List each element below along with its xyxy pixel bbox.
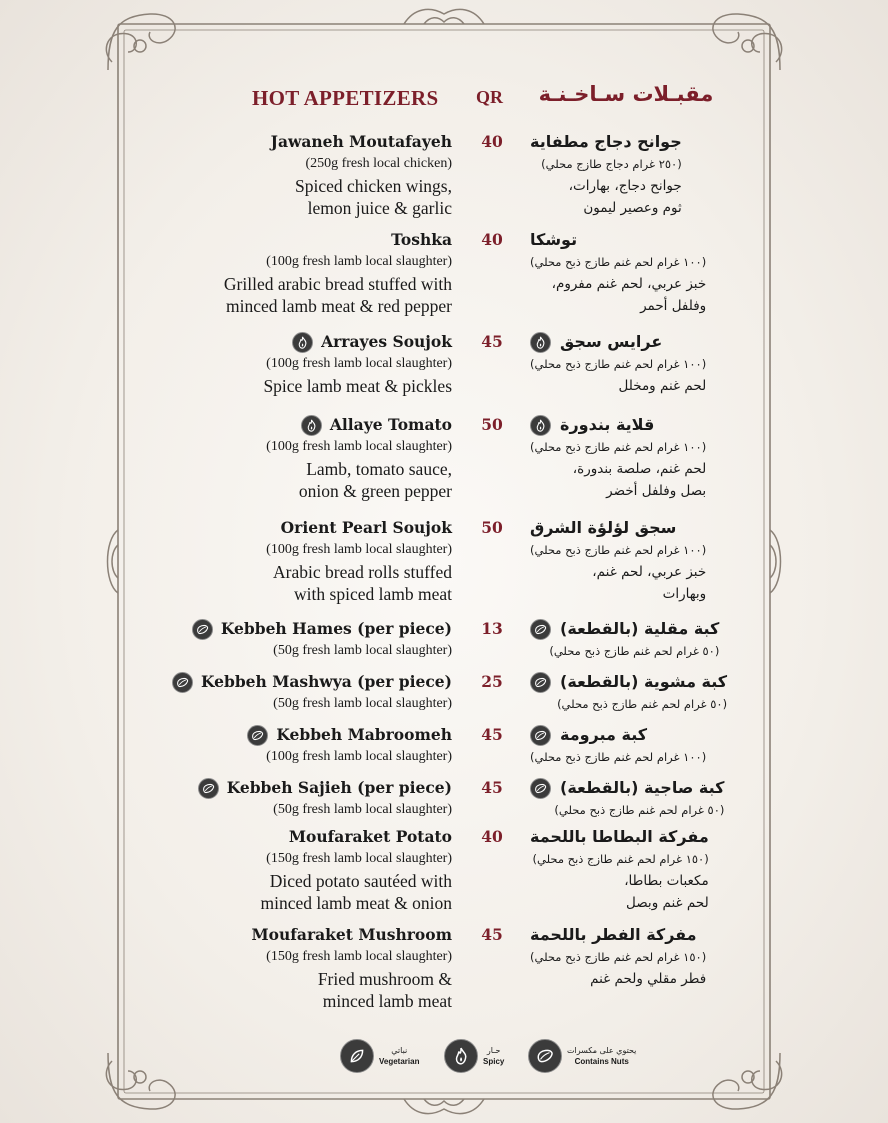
nuts-icon bbox=[172, 672, 193, 693]
item-portion-en: (100g fresh lamb local slaughter) bbox=[266, 542, 452, 557]
item-name-ar-text: كبة مقلية (بالقطعة) bbox=[560, 619, 720, 638]
item-portion-en: (50g fresh lamb local slaughter) bbox=[273, 643, 452, 658]
item-name-en bbox=[266, 414, 452, 436]
legend-entry bbox=[444, 1036, 504, 1076]
item-portion-ar: (٢٥٠ غرام دجاج طازج محلي) bbox=[541, 157, 682, 171]
item-portion-en: (250g fresh local chicken) bbox=[305, 156, 452, 171]
item-name-en-text: Arrayes Soujok bbox=[321, 332, 452, 351]
item-name-en-text: Toshka bbox=[391, 230, 452, 249]
item-price: 45 bbox=[481, 778, 503, 797]
currency-header: QR bbox=[476, 87, 503, 107]
item-description-ar: ثوم وعصير ليمون bbox=[583, 200, 682, 216]
item-name-en bbox=[251, 924, 452, 946]
item-portion-en: (150g fresh lamb local slaughter) bbox=[266, 851, 452, 866]
item-name-en-text: Moufaraket Potato bbox=[288, 827, 452, 846]
spicy-icon bbox=[530, 332, 551, 353]
item-english bbox=[261, 826, 452, 914]
item-description-en: onion & green pepper bbox=[298, 481, 452, 501]
item-name-ar bbox=[530, 924, 706, 946]
nuts-icon bbox=[530, 778, 551, 799]
item-description-ar: بصل وفلفل أخضر bbox=[606, 483, 707, 499]
legend-label-ar: يحتوي على مكسرات bbox=[567, 1046, 637, 1055]
item-portion-ar: (٥٠ غرام لحم غنم طازج ذبح محلي) bbox=[557, 697, 728, 711]
item-name-en-text: Jawaneh Moutafayeh bbox=[270, 132, 452, 151]
item-description-ar: خبز عربي، لحم غنم، bbox=[592, 564, 707, 580]
nuts-icon bbox=[528, 1039, 562, 1073]
item-arabic bbox=[530, 924, 706, 990]
legend-entry bbox=[528, 1036, 636, 1076]
item-name-en-text: Kebbeh Hames (per piece) bbox=[220, 619, 452, 638]
item-name-ar bbox=[530, 777, 724, 799]
item-name-ar bbox=[530, 517, 706, 539]
item-price: 50 bbox=[481, 415, 503, 434]
item-english bbox=[247, 724, 452, 768]
item-arabic bbox=[530, 229, 706, 317]
item-name-en-text: Moufaraket Mushroom bbox=[251, 925, 452, 944]
legend-label-en: Spicy bbox=[483, 1057, 505, 1066]
nuts-icon bbox=[247, 725, 268, 746]
item-name-en bbox=[247, 724, 452, 746]
item-name-en bbox=[266, 517, 452, 539]
item-description-en: Spiced chicken wings, bbox=[295, 176, 452, 196]
item-description-en: lemon juice & garlic bbox=[307, 198, 452, 218]
item-price: 45 bbox=[481, 925, 503, 944]
item-arabic bbox=[530, 331, 706, 397]
nuts-icon bbox=[530, 672, 551, 693]
item-name-ar bbox=[530, 131, 682, 153]
nuts-icon bbox=[192, 619, 213, 640]
item-name-en-text: Kebbeh Mashwya (per piece) bbox=[201, 672, 452, 691]
item-name-en-text: Kebbeh Sajieh (per piece) bbox=[226, 778, 452, 797]
item-portion-en: (100g fresh lamb local slaughter) bbox=[266, 356, 452, 371]
item-description-en: Grilled arabic bread stuffed with bbox=[223, 274, 452, 294]
item-portion-ar: (١٥٠ غرام لحم غنم طازج ذبح محلي) bbox=[530, 950, 707, 964]
legend-label-ar: حـار bbox=[486, 1046, 501, 1055]
item-description-en: minced lamb meat & onion bbox=[260, 893, 452, 913]
item-english bbox=[266, 517, 452, 605]
vegetarian-icon bbox=[340, 1039, 374, 1073]
legend-label bbox=[379, 1045, 419, 1067]
item-name-ar bbox=[530, 331, 706, 353]
item-portion-ar: (١٥٠ غرام لحم غنم طازج ذبح محلي) bbox=[532, 852, 709, 866]
item-name-ar bbox=[530, 618, 719, 640]
item-description-ar: جوانح دجاج، بهارات، bbox=[568, 178, 682, 194]
item-name-ar bbox=[530, 671, 727, 693]
item-description-en: minced lamb meat & red pepper bbox=[226, 296, 452, 316]
item-price: 40 bbox=[481, 827, 503, 846]
nuts-icon bbox=[530, 725, 551, 746]
item-description-ar: مكعبات بطاطا، bbox=[624, 873, 709, 889]
item-price: 25 bbox=[481, 672, 503, 691]
item-name-ar bbox=[530, 724, 706, 746]
item-name-en bbox=[172, 671, 452, 693]
item-english bbox=[192, 618, 452, 662]
item-name-en bbox=[261, 826, 452, 848]
legend-entry bbox=[340, 1036, 419, 1076]
item-arabic bbox=[530, 724, 706, 768]
item-name-en-text: Kebbeh Mabroomeh bbox=[276, 725, 452, 744]
item-arabic bbox=[530, 826, 709, 914]
item-name-ar-text: جوانح دجاج مطفاية bbox=[530, 132, 682, 151]
legend-label-en: Vegetarian bbox=[379, 1057, 420, 1066]
item-price: 45 bbox=[481, 725, 503, 744]
item-portion-ar: (١٠٠ غرام لحم غنم طازج ذبح محلي) bbox=[530, 543, 707, 557]
item-name-en bbox=[198, 777, 452, 799]
item-name-ar-text: كبة صاجية (بالقطعة) bbox=[560, 778, 725, 797]
item-name-en bbox=[263, 331, 452, 353]
item-portion-ar: (١٠٠ غرام لحم غنم طازج ذبح محلي) bbox=[530, 750, 707, 764]
item-description-ar: وفلفل أحمر bbox=[640, 298, 707, 314]
item-arabic bbox=[530, 618, 719, 662]
item-portion-en: (100g fresh lamb local slaughter) bbox=[266, 254, 452, 269]
spicy-icon bbox=[444, 1039, 478, 1073]
item-portion-ar: (٥٠ غرام لحم غنم طازج ذبح محلي) bbox=[554, 803, 725, 817]
item-description-ar: خبز عربي، لحم غنم مفروم، bbox=[551, 276, 707, 292]
item-description-en: Diced potato sautéed with bbox=[269, 871, 452, 891]
item-english bbox=[266, 414, 452, 502]
item-description-en: Spice lamb meat & pickles bbox=[263, 376, 452, 396]
item-price: 40 bbox=[481, 230, 503, 249]
item-name-ar-text: سجق لؤلؤة الشرق bbox=[530, 518, 677, 537]
item-arabic bbox=[530, 517, 706, 605]
item-english bbox=[198, 777, 452, 821]
spicy-icon bbox=[292, 332, 313, 353]
legend-label bbox=[567, 1045, 636, 1067]
section-title-en: HOT APPETIZERS bbox=[252, 86, 439, 110]
section-title-ar: مقبـلات سـاخـنـة bbox=[538, 82, 714, 106]
item-arabic bbox=[530, 414, 706, 502]
item-description-en: with spiced lamb meat bbox=[294, 584, 452, 604]
item-price: 50 bbox=[481, 518, 503, 537]
item-arabic bbox=[530, 131, 682, 219]
item-english bbox=[224, 229, 452, 317]
item-portion-ar: (٥٠ غرام لحم غنم طازج ذبح محلي) bbox=[549, 644, 720, 658]
item-name-ar bbox=[530, 414, 706, 436]
item-description-en: Fried mushroom & bbox=[317, 969, 452, 989]
spicy-icon bbox=[530, 415, 551, 436]
nuts-icon bbox=[530, 619, 551, 640]
nuts-icon bbox=[198, 778, 219, 799]
item-name-en-text: Orient Pearl Soujok bbox=[280, 518, 452, 537]
item-name-ar-text: توشكا bbox=[530, 230, 578, 249]
item-name-en bbox=[192, 618, 452, 640]
item-name-ar-text: مفركة البطاطا باللحمة bbox=[530, 827, 709, 846]
item-english bbox=[251, 924, 452, 1012]
item-arabic bbox=[530, 671, 727, 715]
item-english bbox=[172, 671, 452, 715]
item-arabic bbox=[530, 777, 724, 821]
legend-label-en: Contains Nuts bbox=[574, 1057, 629, 1066]
item-portion-en: (50g fresh lamb local slaughter) bbox=[273, 696, 452, 711]
item-english bbox=[263, 331, 452, 397]
item-description-en: Arabic bread rolls stuffed bbox=[273, 562, 452, 582]
item-name-en bbox=[271, 131, 452, 153]
item-name-ar bbox=[530, 229, 706, 251]
item-portion-en: (50g fresh lamb local slaughter) bbox=[273, 802, 452, 817]
legend-label-ar: نباتي bbox=[391, 1046, 408, 1055]
item-name-en-text: Allaye Tomato bbox=[329, 415, 452, 434]
item-description-ar: لحم غنم ومخلل bbox=[618, 378, 707, 394]
item-portion-ar: (١٠٠ غرام لحم غنم طازج ذبح محلي) bbox=[530, 255, 707, 269]
item-price: 45 bbox=[481, 332, 503, 351]
item-english bbox=[271, 131, 452, 219]
legend-label bbox=[483, 1045, 504, 1067]
item-description-ar: لحم غنم وبصل bbox=[626, 895, 709, 911]
item-price: 13 bbox=[481, 619, 503, 638]
item-portion-en: (100g fresh lamb local slaughter) bbox=[266, 439, 452, 454]
item-price: 40 bbox=[481, 132, 503, 151]
item-description-en: minced lamb meat bbox=[322, 991, 452, 1011]
item-description-ar: وبهارات bbox=[662, 586, 707, 602]
item-description-en: Lamb, tomato sauce, bbox=[306, 459, 452, 479]
item-name-ar-text: مفركة الفطر باللحمة bbox=[530, 925, 697, 944]
item-portion-ar: (١٠٠ غرام لحم غنم طازج ذبح محلي) bbox=[530, 440, 707, 454]
item-portion-en: (150g fresh lamb local slaughter) bbox=[266, 949, 452, 964]
item-name-ar-text: كبة مشوية (بالقطعة) bbox=[560, 672, 728, 691]
item-description-ar: لحم غنم، صلصة بندورة، bbox=[572, 461, 707, 477]
item-name-ar-text: قلاية بندورة bbox=[560, 415, 655, 434]
spicy-icon bbox=[301, 415, 322, 436]
item-name-ar-text: عرايس سجق bbox=[560, 332, 663, 351]
item-name-en bbox=[224, 229, 452, 251]
item-name-ar-text: كبة مبرومة bbox=[560, 725, 648, 744]
item-portion-en: (100g fresh lamb local slaughter) bbox=[266, 749, 452, 764]
item-description-ar: فطر مقلي ولحم غنم bbox=[590, 971, 707, 987]
item-portion-ar: (١٠٠ غرام لحم غنم طازج ذبح محلي) bbox=[530, 357, 707, 371]
item-name-ar bbox=[530, 826, 709, 848]
